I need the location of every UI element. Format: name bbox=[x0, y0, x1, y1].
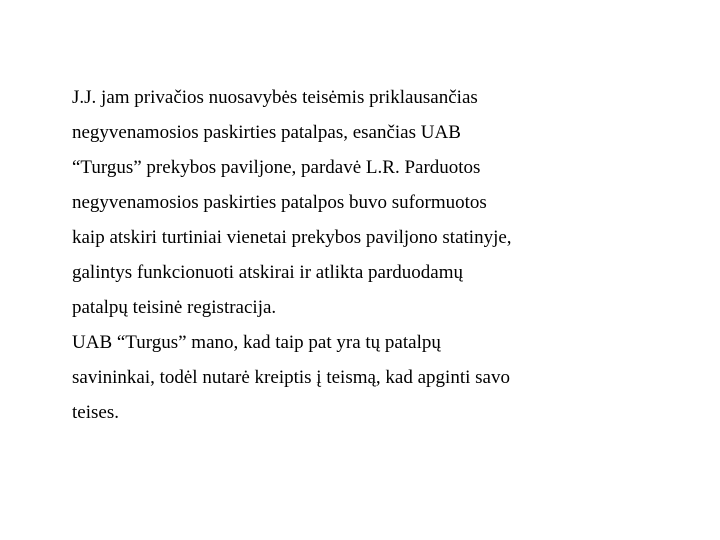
text-line: galintys funkcionuoti atskirai ir atlikta parduodamų bbox=[72, 262, 463, 283]
text-line: negyvenamosios paskirties patalpas, esančias UAB bbox=[72, 122, 461, 143]
text-line: teises. bbox=[72, 402, 119, 423]
text-line: UAB “Turgus” mano, kad taip pat yra tų patalpų bbox=[72, 332, 441, 353]
text-line: “Turgus” prekybos paviljone, pardavė L.R. Parduotos bbox=[72, 157, 481, 178]
text-line: negyvenamosios paskirties patalpos buvo suformuotos bbox=[72, 192, 487, 213]
text-line: J.J. jam privačios nuosavybės teisėmis priklausančias bbox=[72, 87, 478, 108]
case-text bbox=[72, 80, 682, 430]
text-line: patalpų teisinė registracija. bbox=[72, 297, 277, 318]
text-line: savininkai, todėl nutarė kreiptis į teismą, kad apginti savo bbox=[72, 367, 510, 388]
text-line: kaip atskiri turtiniai vienetai prekybos paviljono statinyje, bbox=[72, 227, 512, 248]
